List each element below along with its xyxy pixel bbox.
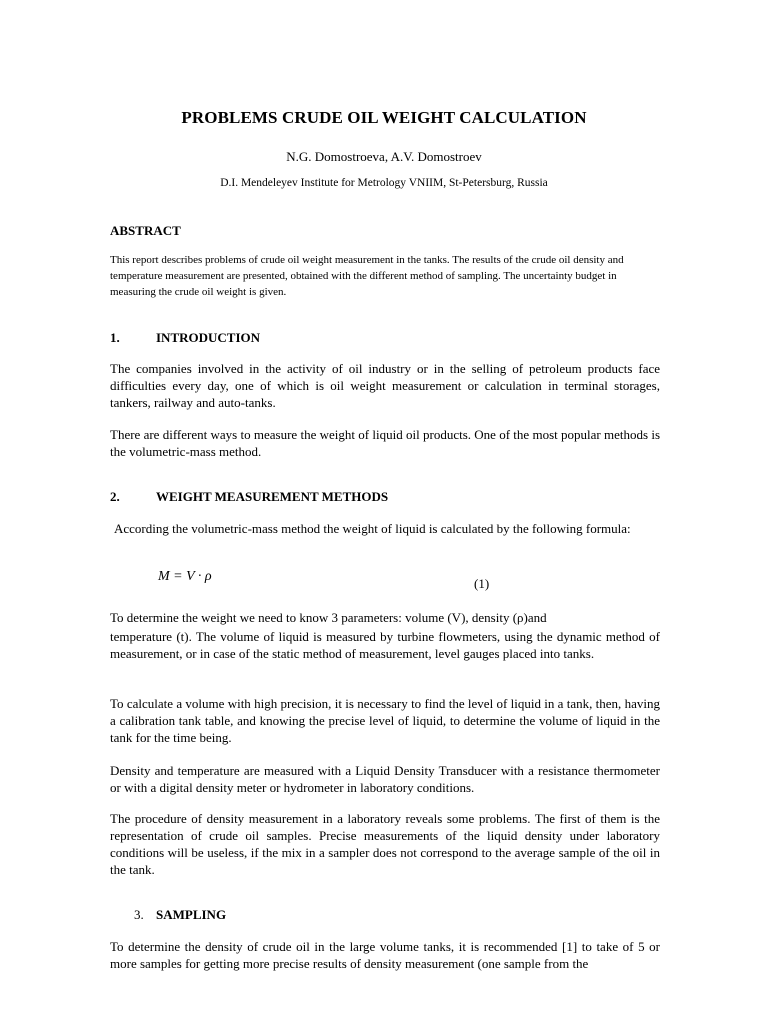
section-3-heading: SAMPLING [156, 907, 227, 922]
paragraph-2-first-line: To determine the weight we need to know 3 parameters: volume (V), density (ρ)and [110, 610, 547, 625]
section-2-paragraph-1: According the volumetric-mass method the weight of liquid is calculated by the following formula: [114, 521, 631, 536]
formula: M = V · ρ [158, 569, 212, 584]
equation-number: (1) [474, 576, 490, 591]
affiliation: D.I. Mendeleyev Institute for Metrology VNIIM, St-Petersburg, Russia [220, 177, 548, 189]
section-2-paragraph-4: Density and temperature are measured with a Liquid Density Transducer with a resistance thermometer or with a digital density meter or hydrometer in laboratory conditions. [110, 763, 660, 795]
abstract-heading: ABSTRACT [110, 223, 181, 238]
section-2-paragraph-5: The procedure of density measurement in a laboratory reveals some problems. The first of them is the representation of crude oil samples. Precise measurements of the liquid density under laboratory conditions will be useless, if the mix in a sampler does not correspond to the average sample of the oil in the tank. [110, 811, 660, 877]
section-2-heading: WEIGHT MEASUREMENT METHODS [156, 489, 389, 504]
abstract-text: This report describes problems of crude oil weight measurement in the tanks. The results of the crude oil density and temperature measurement are presented, obtained with the different method of sampling. The uncertainty budget in measuring the crude oil weight is given. [110, 254, 624, 298]
section-2-number: 2. [110, 489, 120, 504]
section-3-number: 3. [134, 907, 144, 922]
section-2-paragraph-3: To calculate a volume with high precision, it is necessary to find the level of liquid in a tank, then, having a calibration tank table, and knowing the precise level of liquid, to determine the volume of liquid in the tank for the time being. [110, 696, 660, 745]
section-2-paragraph-2 [110, 609, 660, 662]
section-1-heading: INTRODUCTION [156, 330, 261, 345]
authors: N.G. Domostroeva, A.V. Domostroev [286, 149, 482, 164]
section-3-paragraph-1: To determine the density of crude oil in the large volume tanks, it is recommended [1] to take of 5 or more samples for getting more precise results of density measurement (one sample from the [110, 939, 660, 971]
paper-title: PROBLEMS CRUDE OIL WEIGHT CALCULATION [181, 108, 587, 127]
section-1-paragraph-2: There are different ways to measure the weight of liquid oil products. One of the most popular methods is the volumetric-mass method. [110, 427, 660, 459]
section-1-number: 1. [110, 330, 120, 345]
paragraph-2-rest: temperature (t). The volume of liquid is measured by turbine flowmeters, using the dynamic method of measurement, or in case of the static method of measurement, level gauges placed into tanks. [110, 629, 660, 661]
section-1-paragraph-1: The companies involved in the activity of oil industry or in the selling of petroleum products face difficulties every day, one of which is oil weight measurement or calculation in terminal storages, tankers, railway and auto-tanks. [110, 361, 660, 410]
